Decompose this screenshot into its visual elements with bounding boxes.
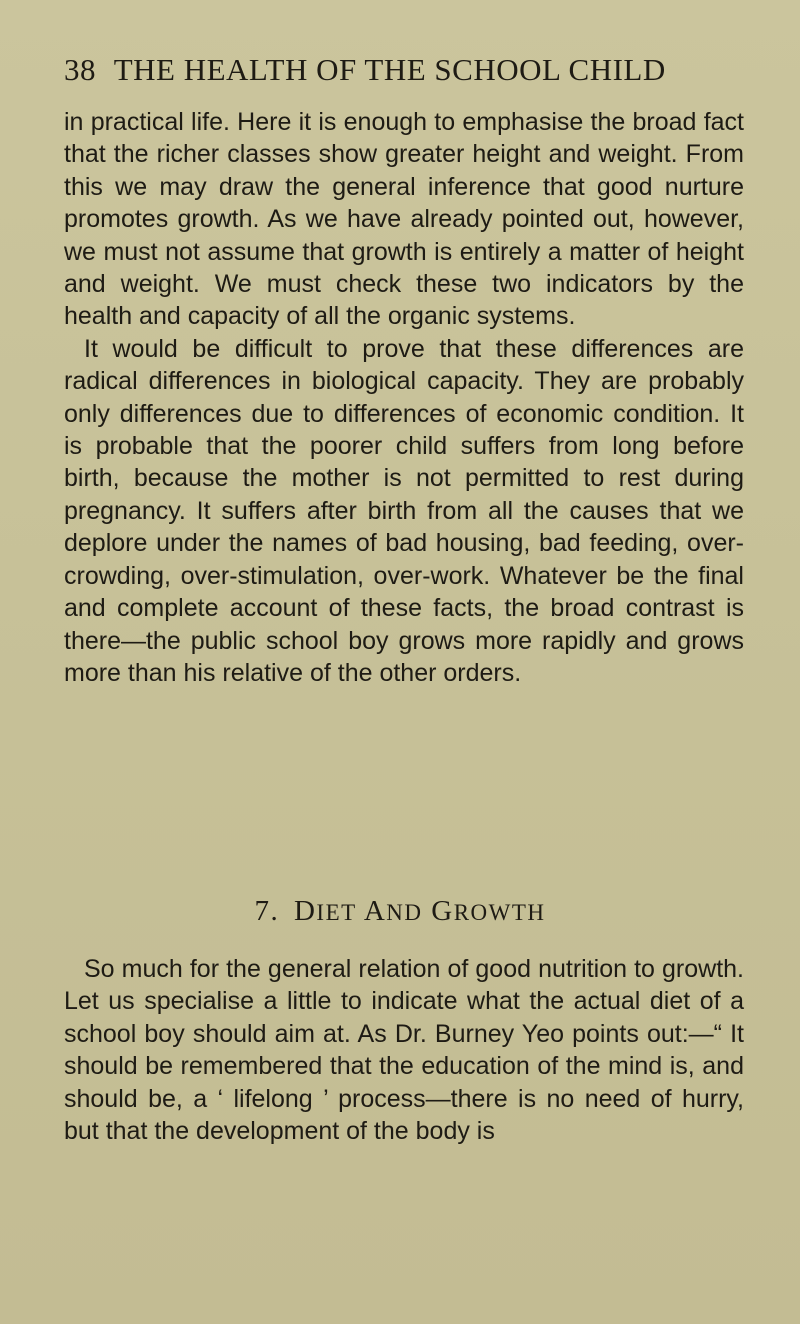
running-title: THE HEALTH OF THE SCHOOL CHILD [113, 52, 666, 87]
section-title: DIET AND GROWTH [293, 895, 546, 927]
paragraph: in practical life. Here it is enough to emphasise the broad fact that the richer classes show greater height and weight. From this we may draw the general inference that good nurture promotes growth. As we have already pointed out, however, we must not assume that growth is entirely a matter of height and weight. We must check these two indicators by the health and capacity of all the organic systems. [64, 108, 744, 331]
section-number: 7. [254, 895, 280, 927]
page-number: 38 [64, 52, 96, 87]
text-block-1 [64, 106, 744, 689]
section-heading [0, 895, 800, 928]
text-block-2 [64, 953, 744, 1147]
running-header [64, 52, 666, 88]
paragraph: So much for the general relation of good nutrition to growth. Let us specialise a little to indicate what the actual diet of a school boy should aim at. As Dr. Burney Yeo points out:—“ It should be remembered that the education of the mind is, and should be, a ‘ lifelong ’ process—there is no need of hurry, but that the development of the body is [64, 955, 744, 1146]
paragraph: It would be difficult to prove that these differences are radical differences in biological capacity. They are probably only differences due to differences of economic condition. It is probable that the poorer child suffers from long before birth, because the mother is not permitted to rest during pregnancy. It suffers after birth from all the causes that we deplore under the names of bad housing, bad feeding, over-crowding, over-stimulation, over-work. Whatever be the final and complete account of these facts, the broad contrast is there—the public school boy grows more rapidly and grows more than his relative of the other orders. [64, 334, 744, 687]
